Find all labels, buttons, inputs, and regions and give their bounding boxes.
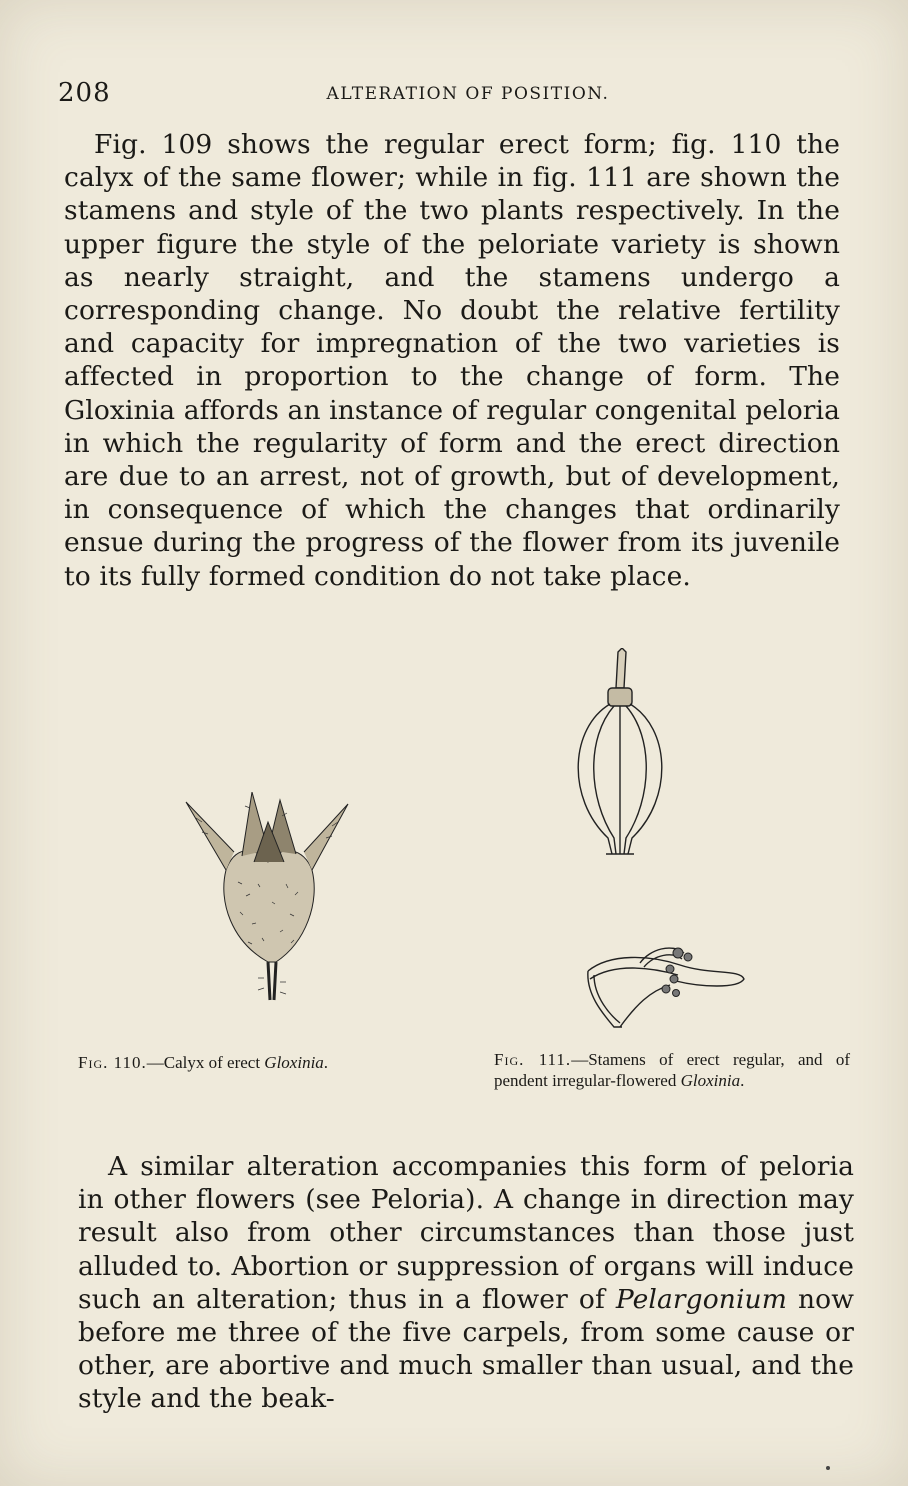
pendent-stamens-illustration xyxy=(580,935,748,1031)
fig-110-text: —Calyx of erect xyxy=(146,1053,261,1072)
fig-111-label: Fig. 111. xyxy=(494,1050,572,1069)
body-paragraph-2 xyxy=(78,1150,854,1416)
fig-111-genus: Gloxinia xyxy=(680,1071,741,1090)
paragraph-1-text: Fig. 109 shows the regular erect form; fig. 110 the calyx of the same flower; while in fig. 111 are shown the stamens and style of the two plants respectively. In the upper figure the style of the peloriate variety is shown as nearly straight, and the stamens undergo a corresponding change. No doubt the relative fertility and capacity for impregnation of the two varieties is affected in proportion to the change of form. The Gloxinia affords an instance of regular congenital peloria in which the regularity of form and the erect direction are due to an arrest, not of growth, but of development, in consequence of which the changes that ordinarily ensue during the progress of the flower from its juvenile to its fully formed condition do not take place. xyxy=(64,129,840,592)
page-number: 208 xyxy=(58,78,111,108)
fig-110-label: Fig. 110. xyxy=(78,1053,147,1072)
page-header xyxy=(58,78,848,112)
fig-110-caption xyxy=(78,1052,404,1073)
fig-110-genus: Gloxinia xyxy=(264,1053,324,1072)
calyx-illustration xyxy=(182,792,354,1002)
paragraph-2-text-b: now before me three of the five carpels, from some cause or other, are abortive and much smaller than usual, and the style and the beak- xyxy=(78,1283,854,1415)
body-paragraph-1 xyxy=(64,128,840,593)
running-head: ALTERATION OF POSITION. xyxy=(326,84,610,104)
fig-111-text: —Stamens of erect regular, and of pendent irregular-flowered xyxy=(494,1050,851,1090)
fig-111-end: . xyxy=(740,1071,745,1090)
fig-111-caption xyxy=(494,1049,850,1091)
paragraph-2-genus: Pelargonium xyxy=(615,1283,787,1315)
paragraph-2-text-a: A similar alteration accompanies this form of peloria in other flowers (see Peloria). A change in direction may result also from other circumstances than those just alluded to. Abortion or suppression of organs will induce such an alteration; thus in a flower of xyxy=(78,1151,854,1315)
page-speck xyxy=(826,1466,830,1470)
fig-110-end: . xyxy=(323,1053,329,1072)
erect-stamens-illustration xyxy=(560,648,680,862)
